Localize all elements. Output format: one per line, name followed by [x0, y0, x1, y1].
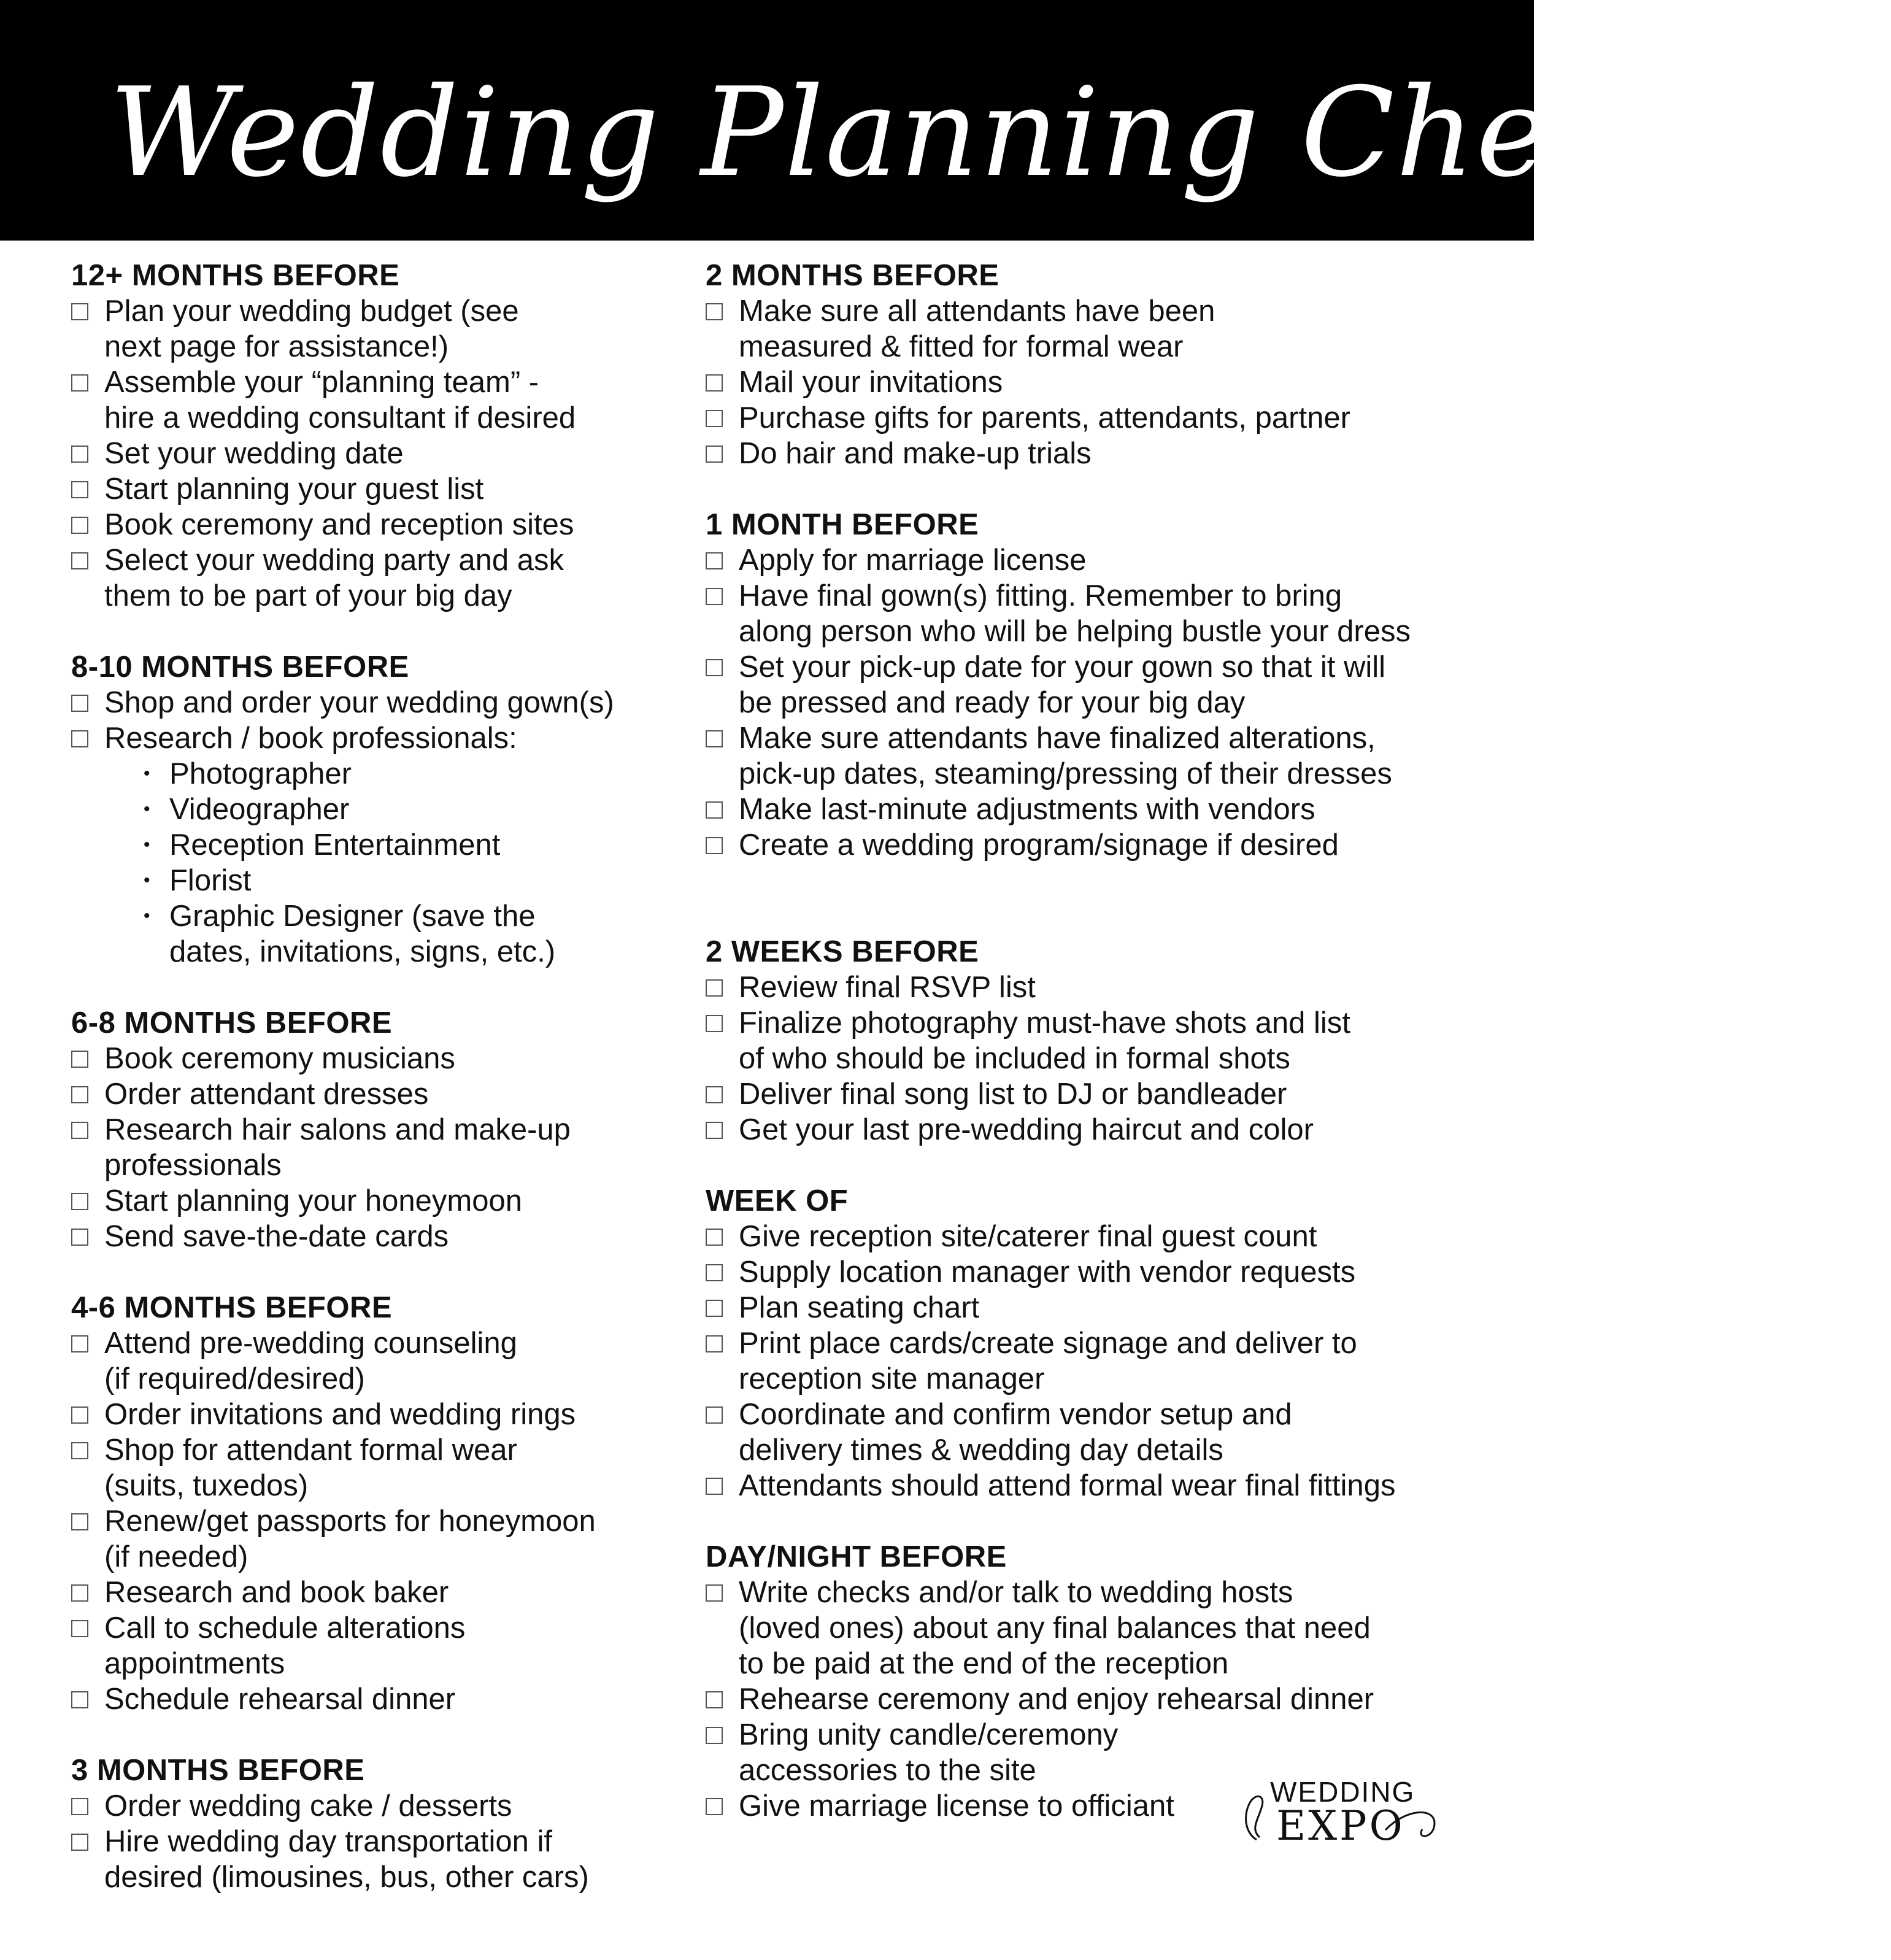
checklist-item[interactable]: [706, 1112, 1515, 1148]
item-line: Book ceremony musicians: [104, 1042, 455, 1075]
checkbox-icon[interactable]: [71, 446, 88, 463]
item-line: Research and book baker: [104, 1576, 449, 1609]
bullet-icon: •: [144, 835, 150, 855]
section-6-8-months: [71, 1005, 703, 1254]
item-line: along person who will be helping bustle your dress: [739, 615, 1411, 648]
checklist-item[interactable]: [706, 1325, 1515, 1397]
checklist-item[interactable]: [71, 1432, 703, 1503]
checklist-item[interactable]: [71, 471, 703, 507]
checkbox-icon[interactable]: [706, 410, 723, 427]
item-line: Write checks and/or talk to wedding hosts: [739, 1576, 1293, 1609]
checklist-item[interactable]: [706, 1254, 1515, 1290]
checklist-item[interactable]: [706, 293, 1515, 365]
item-line: Attend pre-wedding counseling: [104, 1327, 517, 1360]
item-line: Call to schedule alterations: [104, 1611, 466, 1645]
checkbox-icon[interactable]: [706, 1727, 723, 1744]
logo-word-expo: EXPO: [1276, 1802, 1405, 1850]
bullet-icon: •: [144, 799, 150, 819]
item-line: them to be part of your big day: [104, 579, 512, 612]
section-4-6-months: [71, 1290, 703, 1717]
item-line: (if required/desired): [104, 1362, 365, 1395]
checkbox-icon[interactable]: [71, 552, 88, 569]
checkbox-icon[interactable]: [706, 552, 723, 569]
item-line: (if needed): [104, 1540, 248, 1573]
checkbox-icon[interactable]: [706, 1691, 723, 1708]
checkbox-icon[interactable]: [71, 1122, 88, 1139]
checklist-item[interactable]: [71, 1112, 703, 1183]
item-line: Mail your invitations: [739, 366, 1003, 399]
logo-word-wedding: WEDDING: [1270, 1776, 1415, 1808]
item-line: Order attendant dresses: [104, 1078, 429, 1111]
item-line: Research / book professionals:: [104, 722, 517, 755]
checkbox-icon[interactable]: [71, 1406, 88, 1424]
item-line: Do hair and make-up trials: [739, 437, 1092, 470]
checkbox-icon[interactable]: [706, 1798, 723, 1815]
section-12-months: [71, 258, 703, 614]
item-line: (suits, tuxedos): [104, 1469, 309, 1502]
checklist-item[interactable]: [71, 1076, 703, 1112]
section-title: 4-6 MONTHS BEFORE: [71, 1291, 393, 1324]
item-line: Make sure attendants have finalized alterations,: [739, 722, 1376, 755]
sub-item-line: Florist: [169, 864, 252, 897]
item-line: Plan your wedding budget (see: [104, 295, 519, 328]
item-line: Finalize photography must-have shots and list: [739, 1006, 1350, 1040]
checkbox-icon[interactable]: [71, 517, 88, 534]
item-line: desired (limousines, bus, other cars): [104, 1861, 589, 1894]
checklist-item[interactable]: [706, 1219, 1515, 1254]
checkbox-icon[interactable]: [71, 1620, 88, 1637]
item-line: Deliver final song list to DJ or bandleader: [739, 1078, 1287, 1111]
section-title: 3 MONTHS BEFORE: [71, 1754, 365, 1787]
checklist-item[interactable]: [706, 1397, 1515, 1468]
item-line: Give marriage license to officiant: [739, 1789, 1174, 1823]
checkbox-icon[interactable]: [71, 695, 88, 712]
checkbox-icon[interactable]: [706, 1122, 723, 1139]
checklist-item[interactable]: [706, 720, 1515, 792]
checkbox-icon[interactable]: [706, 1264, 723, 1281]
bullet-icon: •: [144, 870, 150, 890]
section-title: 1 MONTH BEFORE: [706, 508, 979, 541]
section-title: WEEK OF: [706, 1184, 849, 1217]
checkbox-icon[interactable]: [706, 374, 723, 392]
item-line: Order wedding cake / desserts: [104, 1789, 512, 1823]
checklist-item[interactable]: [71, 1325, 703, 1397]
checklist-item[interactable]: [71, 1503, 703, 1575]
section-week-of: [706, 1183, 1515, 1503]
checklist-item[interactable]: [706, 1575, 1515, 1681]
section-2-weeks: [706, 934, 1515, 1148]
checkbox-icon[interactable]: [706, 1406, 723, 1424]
checkbox-icon[interactable]: [71, 1691, 88, 1708]
item-line: Create a wedding program/signage if desired: [739, 828, 1339, 862]
section-3-months: [71, 1753, 703, 1895]
sub-item: [71, 863, 703, 898]
item-line: Print place cards/create signage and deliver to: [739, 1327, 1357, 1360]
section-title: 6-8 MONTHS BEFORE: [71, 1006, 393, 1040]
checklist-item[interactable]: [71, 1219, 703, 1254]
item-line: be pressed and ready for your big day: [739, 686, 1246, 719]
section-2-months: [706, 258, 1515, 471]
checklist-item[interactable]: [71, 293, 703, 365]
wedding-expo-logo: [1232, 1771, 1459, 1850]
checkbox-icon[interactable]: [706, 837, 723, 854]
section-title: DAY/NIGHT BEFORE: [706, 1540, 1007, 1573]
item-line: Get your last pre-wedding haircut and color: [739, 1113, 1314, 1146]
item-line: of who should be included in formal shots: [739, 1042, 1290, 1075]
item-line: Assemble your “planning team” -: [104, 366, 539, 399]
checkbox-icon[interactable]: [706, 1584, 723, 1602]
checkbox-icon[interactable]: [71, 1442, 88, 1459]
checkbox-icon[interactable]: [71, 1229, 88, 1246]
section-title: 2 MONTHS BEFORE: [706, 259, 999, 292]
checkbox-icon[interactable]: [706, 1086, 723, 1103]
checklist-item[interactable]: [71, 1041, 703, 1076]
checkbox-icon[interactable]: [71, 1086, 88, 1103]
item-line: Review final RSVP list: [739, 971, 1036, 1004]
checkbox-icon[interactable]: [706, 1478, 723, 1495]
sub-item-line: dates, invitations, signs, etc.): [169, 935, 556, 968]
item-line: Supply location manager with vendor requests: [739, 1256, 1356, 1289]
item-line: Purchase gifts for parents, attendants, partner: [739, 401, 1350, 434]
checklist-item[interactable]: [706, 792, 1515, 827]
item-line: Send save-the-date cards: [104, 1220, 449, 1253]
sub-item: [71, 792, 703, 827]
checklist-item[interactable]: [706, 436, 1515, 471]
item-line: Renew/get passports for honeymoon: [104, 1505, 596, 1538]
page-title: Wedding Planning Checklist: [109, 61, 1891, 204]
item-line: Shop and order your wedding gown(s): [104, 686, 614, 719]
sub-item-line: Reception Entertainment: [169, 828, 501, 862]
sub-item-line: Graphic Designer (save the: [169, 900, 536, 933]
checkbox-icon[interactable]: [706, 446, 723, 463]
checkbox-icon[interactable]: [71, 1513, 88, 1530]
checkbox-icon[interactable]: [706, 1300, 723, 1317]
item-line: Have final gown(s) fitting. Remember to bring: [739, 579, 1342, 612]
left-column: [71, 258, 703, 1895]
right-column: [706, 258, 1515, 1824]
checkbox-icon[interactable]: [706, 659, 723, 676]
item-line: Attendants should attend formal wear final fittings: [739, 1469, 1396, 1502]
checklist-item[interactable]: [706, 1681, 1515, 1717]
item-line: (loved ones) about any final balances that need: [739, 1611, 1371, 1645]
checklist-item[interactable]: [706, 827, 1515, 863]
checkbox-icon[interactable]: [71, 1834, 88, 1851]
checklist-item[interactable]: [706, 365, 1515, 400]
checkbox-icon[interactable]: [706, 979, 723, 997]
sub-item-line: Photographer: [169, 757, 352, 790]
bullet-icon: •: [144, 906, 150, 926]
section-title: 8-10 MONTHS BEFORE: [71, 650, 409, 684]
checkbox-icon[interactable]: [706, 303, 723, 320]
checklist-item[interactable]: [71, 720, 703, 756]
sub-item: [71, 756, 703, 792]
checklist-item[interactable]: [71, 1183, 703, 1219]
item-line: reception site manager: [739, 1362, 1045, 1395]
checklist-item[interactable]: [71, 542, 703, 614]
item-line: Set your pick-up date for your gown so that it will: [739, 650, 1386, 684]
checklist-item[interactable]: [706, 1005, 1515, 1076]
item-line: Start planning your honeymoon: [104, 1184, 522, 1217]
item-line: Hire wedding day transportation if: [104, 1825, 552, 1858]
checkbox-icon[interactable]: [71, 303, 88, 320]
checklist-item[interactable]: [706, 578, 1515, 649]
checkbox-icon[interactable]: [71, 1193, 88, 1210]
checkbox-icon[interactable]: [706, 1229, 723, 1246]
section-1-month: [706, 507, 1515, 863]
header-banner: [0, 0, 1891, 241]
checkbox-icon[interactable]: [71, 481, 88, 498]
checkbox-icon[interactable]: [706, 1015, 723, 1032]
checkbox-icon[interactable]: [706, 588, 723, 605]
section-title: 2 WEEKS BEFORE: [706, 935, 979, 968]
item-line: Coordinate and confirm vendor setup and: [739, 1398, 1292, 1431]
item-line: Order invitations and wedding rings: [104, 1398, 576, 1431]
item-line: Bring unity candle/ceremony: [739, 1718, 1119, 1751]
item-line: Research hair salons and make-up: [104, 1113, 571, 1146]
checklist-item[interactable]: [71, 1610, 703, 1681]
item-line: Shop for attendant formal wear: [104, 1433, 517, 1467]
item-line: Give reception site/caterer final guest count: [739, 1220, 1317, 1253]
checklist-item[interactable]: [706, 400, 1515, 436]
checkbox-icon[interactable]: [706, 801, 723, 819]
checklist-item[interactable]: [706, 542, 1515, 578]
item-line: appointments: [104, 1647, 285, 1680]
item-line: Set your wedding date: [104, 437, 404, 470]
checkbox-icon[interactable]: [71, 1798, 88, 1815]
item-line: professionals: [104, 1149, 282, 1182]
item-line: hire a wedding consultant if desired: [104, 401, 576, 434]
checklist-item[interactable]: [71, 1575, 703, 1610]
item-line: next page for assistance!): [104, 330, 449, 363]
item-line: accessories to the site: [739, 1754, 1036, 1787]
item-line: measured & fitted for formal wear: [739, 330, 1184, 363]
checkbox-icon[interactable]: [71, 374, 88, 392]
section-8-10-months: [71, 649, 703, 970]
item-line: Start planning your guest list: [104, 473, 484, 506]
checklist-item[interactable]: [706, 970, 1515, 1005]
section-title: 12+ MONTHS BEFORE: [71, 259, 400, 292]
sub-item-line: Videographer: [169, 793, 350, 826]
item-line: Make sure all attendants have been: [739, 295, 1215, 328]
checkbox-icon[interactable]: [706, 730, 723, 747]
item-line: Book ceremony and reception sites: [104, 508, 574, 541]
checklist-item[interactable]: [71, 1824, 703, 1895]
item-line: Plan seating chart: [739, 1291, 980, 1324]
checklist-item[interactable]: [706, 1468, 1515, 1503]
checklist-item[interactable]: [71, 685, 703, 720]
checkbox-icon[interactable]: [71, 1335, 88, 1352]
checkbox-icon[interactable]: [706, 1335, 723, 1352]
checklist-item[interactable]: [706, 1076, 1515, 1112]
bullet-icon: •: [144, 763, 150, 784]
sub-item: [71, 898, 703, 970]
item-line: Rehearse ceremony and enjoy rehearsal dinner: [739, 1683, 1374, 1716]
checklist-item[interactable]: [71, 365, 703, 436]
checklist-item[interactable]: [71, 1788, 703, 1824]
checkbox-icon[interactable]: [71, 730, 88, 747]
checklist-item[interactable]: [706, 1290, 1515, 1325]
checkbox-icon[interactable]: [71, 1051, 88, 1068]
item-line: Make last-minute adjustments with vendors: [739, 793, 1315, 826]
item-line: Select your wedding party and ask: [104, 544, 564, 577]
item-line: pick-up dates, steaming/pressing of their dresses: [739, 757, 1392, 790]
checklist-item[interactable]: [71, 1397, 703, 1432]
checkbox-icon[interactable]: [71, 1584, 88, 1602]
checklist-item[interactable]: [71, 436, 703, 471]
item-line: to be paid at the end of the reception: [739, 1647, 1229, 1680]
checklist-item[interactable]: [706, 649, 1515, 720]
checklist-item[interactable]: [71, 1681, 703, 1717]
item-line: delivery times & wedding day details: [739, 1433, 1223, 1467]
sub-item: [71, 827, 703, 863]
item-line: Apply for marriage license: [739, 544, 1087, 577]
item-line: Schedule rehearsal dinner: [104, 1683, 456, 1716]
checklist-item[interactable]: [71, 507, 703, 542]
logo-script-flourish: [1246, 1796, 1263, 1840]
